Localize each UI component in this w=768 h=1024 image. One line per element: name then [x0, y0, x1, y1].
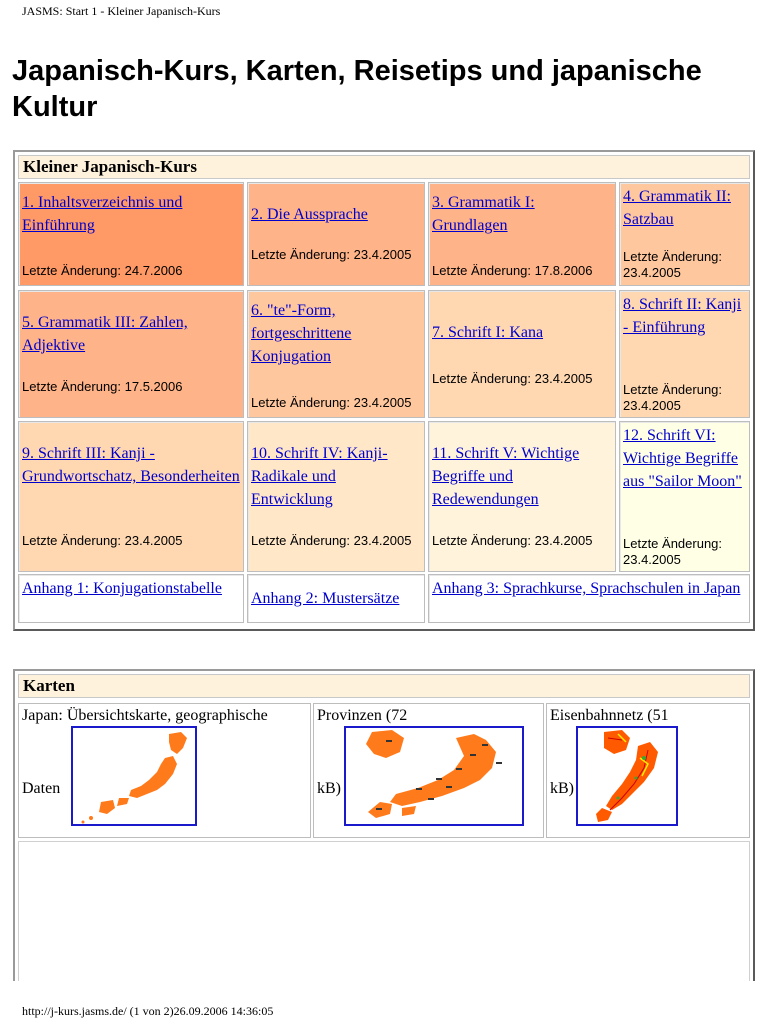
- lesson-updated-12: Letzte Änderung: 23.4.2005: [623, 536, 723, 567]
- lesson-link-4[interactable]: 4. Grammatik II: Satzbau: [623, 188, 731, 228]
- map-provinces-text: Provinzen (72: [317, 707, 408, 724]
- lesson-updated-4: Letzte Änderung: 23.4.2005: [623, 249, 723, 280]
- lesson-updated-7: Letzte Änderung: 23.4.2005: [432, 371, 593, 386]
- course-table: [13, 150, 755, 631]
- lesson-updated-3: Letzte Änderung: 17.8.2006: [432, 263, 593, 278]
- map-overview-text: Japan: Übersichtskarte, geographische: [22, 707, 268, 724]
- print-footer: http://j-kurs.jasms.de/ (1 von 2)26.09.2006 14:36:05: [22, 1004, 274, 1018]
- map-railway-text-2: kB): [550, 780, 574, 797]
- lesson-link-11[interactable]: 11. Schrift V: Wichtige Begriffe und Redewendungen: [432, 445, 580, 508]
- lesson-link-6[interactable]: 6. "te"-Form, fortgeschrittene Konjugation: [251, 302, 352, 365]
- lesson-link-2[interactable]: 2. Die Aussprache: [251, 206, 368, 223]
- lesson-updated-5: Letzte Änderung: 17.5.2006: [22, 379, 183, 394]
- lesson-updated-11: Letzte Änderung: 23.4.2005: [432, 533, 593, 548]
- japan-railway-map-graphic: [578, 728, 676, 824]
- lesson-link-12[interactable]: 12. Schrift VI: Wichtige Begriffe aus "Sailor Moon": [623, 427, 742, 490]
- map-overview-text-2: Daten: [22, 780, 61, 797]
- appendix-cell-3: [428, 574, 750, 623]
- lesson-cell-5: [18, 290, 244, 418]
- map-cell-overview: [18, 703, 311, 838]
- lesson-cell-12: [619, 421, 750, 572]
- map-provinces-text-2: kB): [317, 780, 341, 797]
- lesson-cell-2: [247, 182, 425, 286]
- maps-table-lower-row: [18, 841, 750, 981]
- appendix-cell-2: [247, 574, 425, 623]
- page-heading: Japanisch-Kurs, Karten, Reisetips und japanische Kultur: [12, 55, 702, 123]
- appendix-link-3[interactable]: Anhang 3: Sprachkurse, Sprachschulen in Japan: [432, 580, 741, 597]
- lesson-link-5[interactable]: 5. Grammatik III: Zahlen, Adjektive: [22, 314, 188, 354]
- japan-provinces-map-graphic: [346, 728, 522, 824]
- maps-table: [13, 669, 755, 981]
- lesson-link-1[interactable]: 1. Inhaltsverzeichnis und Einführung: [22, 194, 183, 234]
- lesson-updated-9: Letzte Änderung: 23.4.2005: [22, 533, 183, 548]
- lesson-cell-7: [428, 290, 616, 418]
- lesson-link-9[interactable]: 9. Schrift III: Kanji - Grundwortschatz, Besonderheiten: [22, 445, 240, 485]
- map-cell-railway: [546, 703, 750, 838]
- lesson-cell-4: [619, 182, 750, 286]
- maps-table-caption: Karten: [18, 674, 750, 698]
- map-railway-text: Eisenbahnnetz (51: [550, 707, 669, 724]
- lesson-link-10[interactable]: 10. Schrift IV: Kanji-Radikale und Entwicklung: [251, 445, 388, 508]
- lesson-updated-2: Letzte Änderung: 23.4.2005: [251, 247, 412, 262]
- lesson-updated-8: Letzte Änderung: 23.4.2005: [623, 382, 723, 413]
- appendix-cell-1: [18, 574, 244, 623]
- japan-provinces-map-icon[interactable]: [344, 726, 524, 826]
- lesson-cell-10: [247, 421, 425, 572]
- lesson-link-3[interactable]: 3. Grammatik I: Grundlagen: [432, 194, 535, 234]
- lesson-updated-1: Letzte Änderung: 24.7.2006: [22, 263, 183, 278]
- japan-overview-map-icon[interactable]: [71, 726, 197, 826]
- japan-overview-map-graphic: [73, 728, 195, 824]
- lesson-cell-6: [247, 290, 425, 418]
- map-cell-provinces: [313, 703, 544, 838]
- lesson-updated-6: Letzte Änderung: 23.4.2005: [251, 395, 412, 410]
- lesson-cell-11: [428, 421, 616, 572]
- lesson-updated-10: Letzte Änderung: 23.4.2005: [251, 533, 412, 548]
- lesson-cell-1: [18, 182, 244, 286]
- lesson-link-7[interactable]: 7. Schrift I: Kana: [432, 324, 544, 341]
- lesson-cell-8: [619, 290, 750, 418]
- print-header-title: JASMS: Start 1 - Kleiner Japanisch-Kurs: [22, 4, 221, 18]
- course-table-caption: Kleiner Japanisch-Kurs: [18, 155, 750, 179]
- japan-railway-map-icon[interactable]: [576, 726, 678, 826]
- appendix-link-2[interactable]: Anhang 2: Mustersätze: [251, 590, 400, 607]
- lesson-cell-9: [18, 421, 244, 572]
- lesson-link-8[interactable]: 8. Schrift II: Kanji - Einführung: [623, 296, 742, 336]
- appendix-link-1[interactable]: Anhang 1: Konjugationstabelle: [22, 580, 222, 597]
- lesson-cell-3: [428, 182, 616, 286]
